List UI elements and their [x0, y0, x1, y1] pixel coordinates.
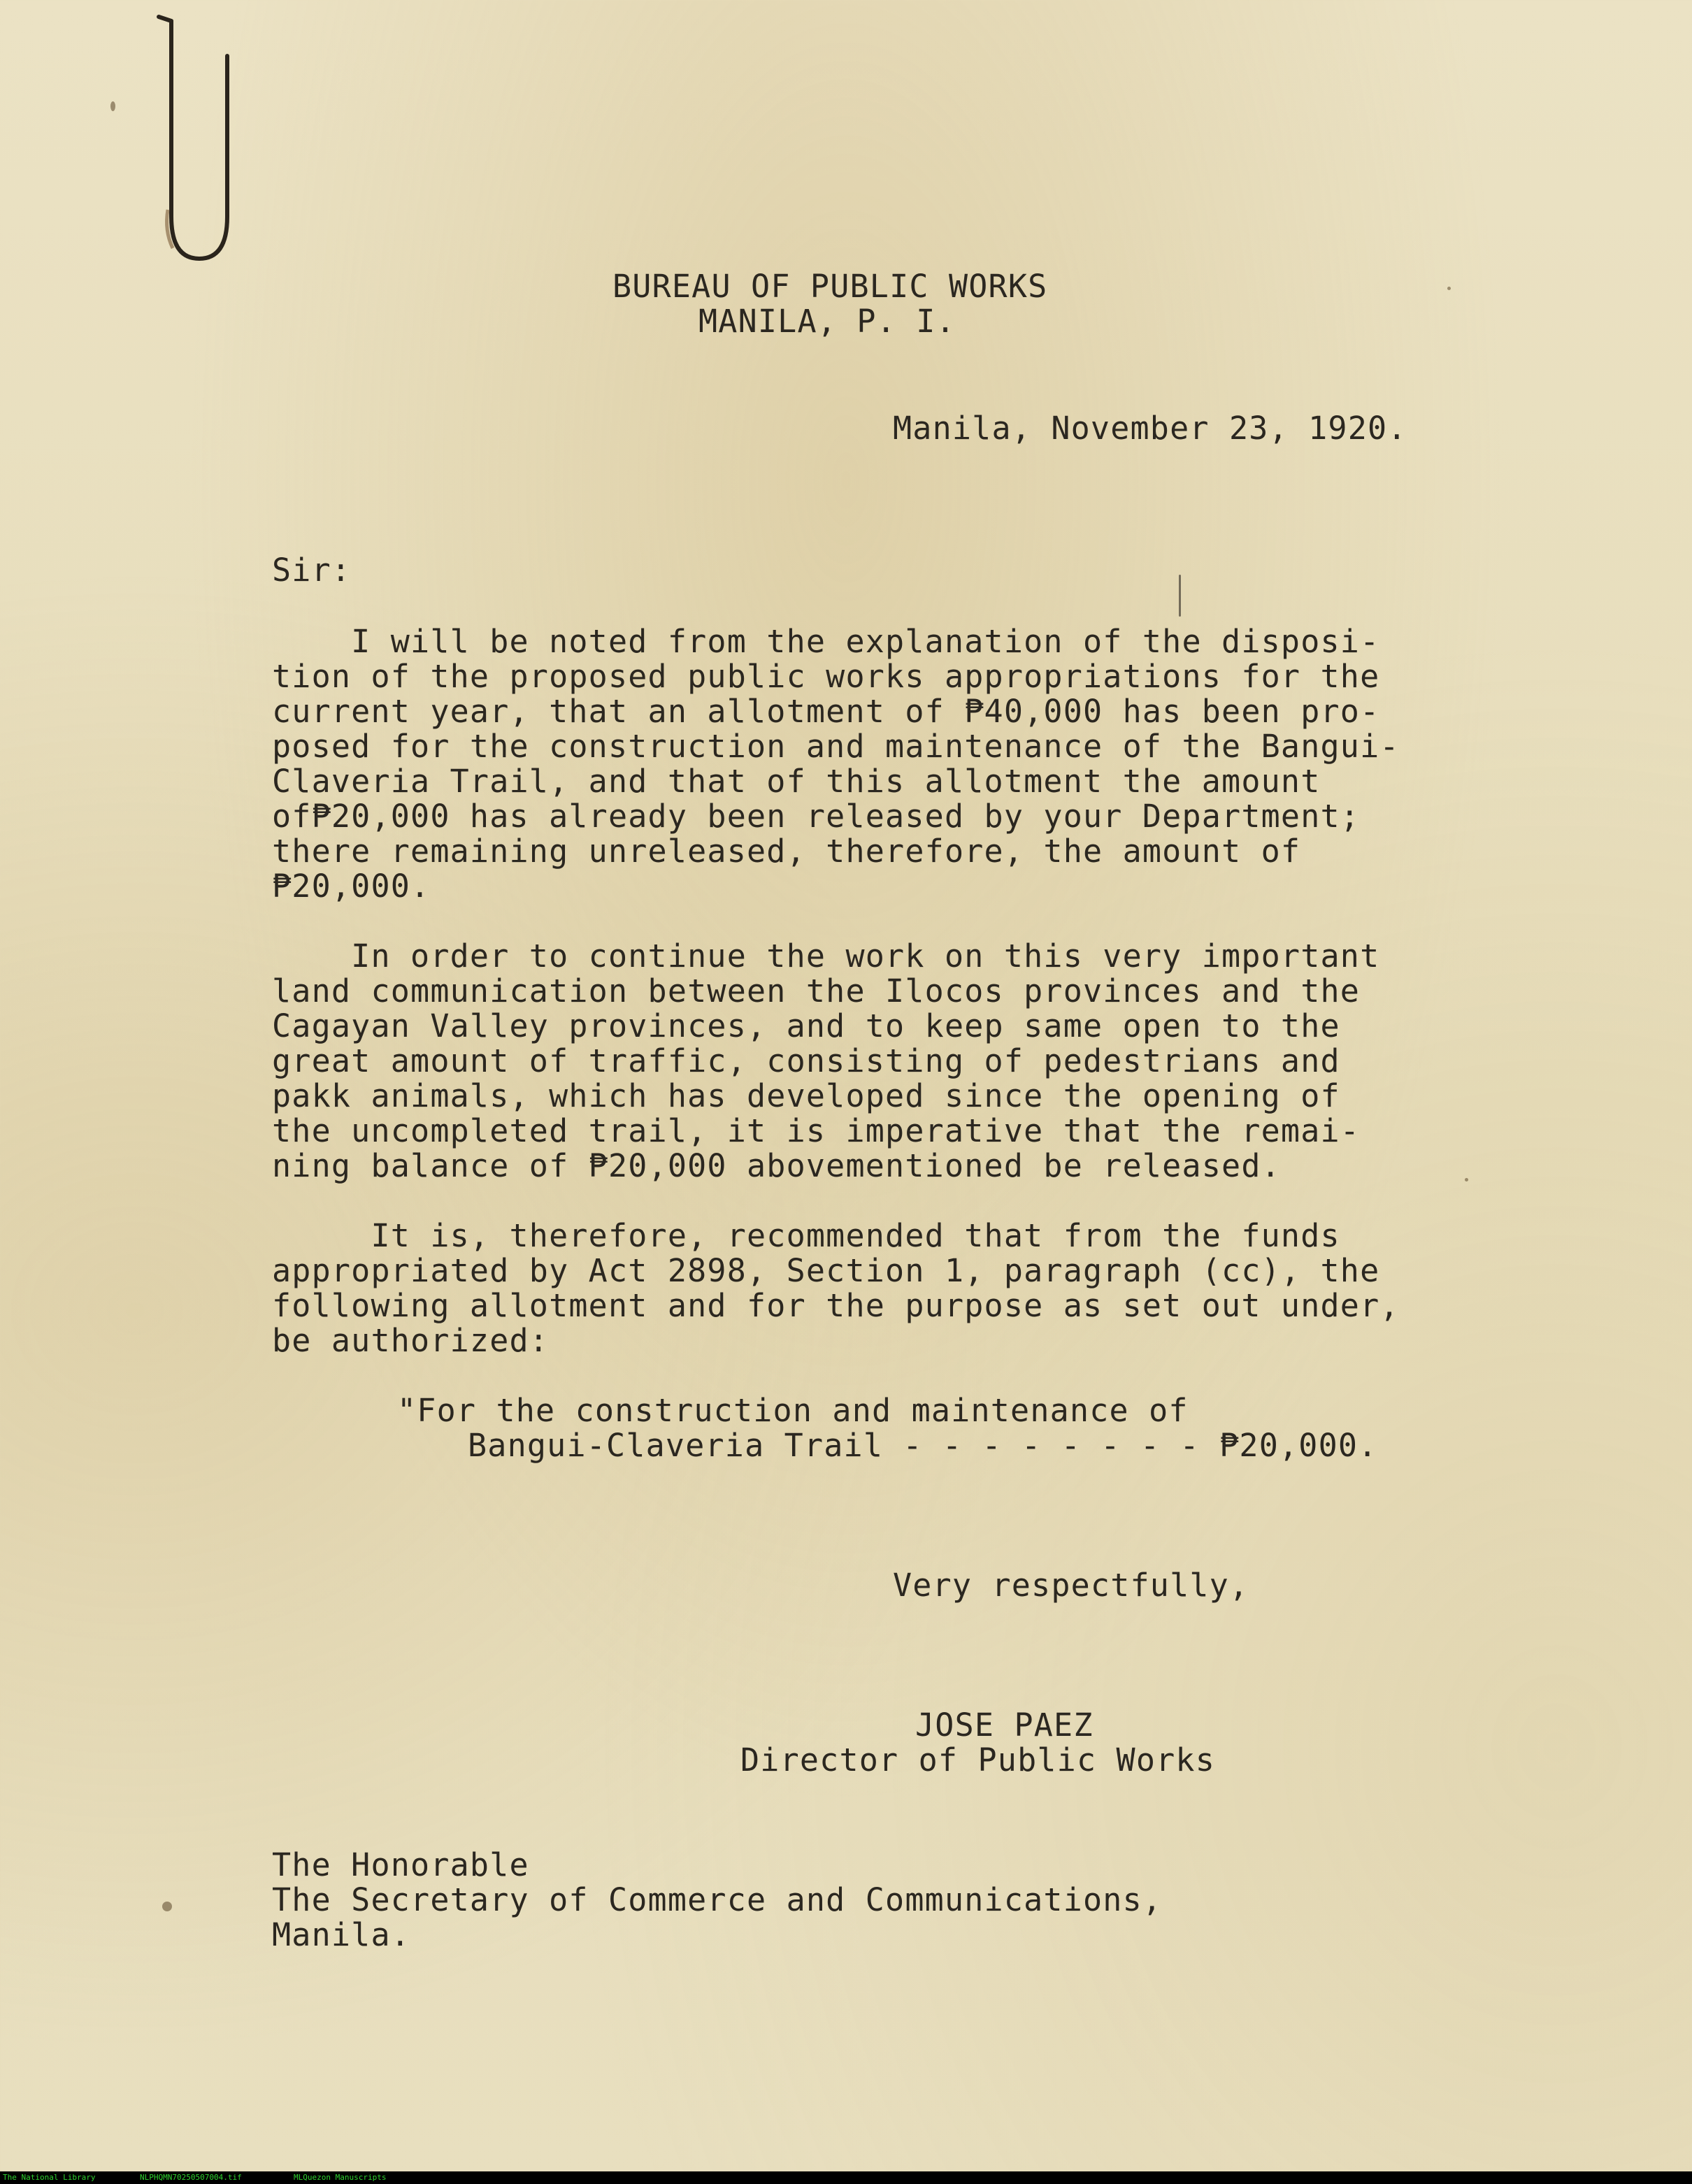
paper-clip-icon: [150, 7, 248, 273]
footer-collection: MLQuezon Manuscripts: [294, 2173, 387, 2182]
paper-spot: [110, 101, 115, 111]
letterhead-line-1: BUREAU OF PUBLIC WORKS: [612, 268, 1048, 305]
paragraph-2-line: ning balance of ₱20,000 abovementioned be released.: [272, 1147, 1281, 1184]
paragraph-2-line: In order to continue the work on this very important: [272, 937, 1380, 975]
paper-spot: [162, 1902, 172, 1911]
paragraph-1-line: of₱20,000 has already been released by your Department;: [272, 798, 1361, 835]
paper-spot: [1465, 1178, 1468, 1181]
paragraph-1-line: current year, that an allotment of ₱40,000 has been pro-: [272, 693, 1380, 730]
scan-footer: [0, 2171, 1692, 2184]
paper-spot: [1179, 575, 1181, 617]
paragraph-2-line: the uncompleted trail, it is imperative that the remai-: [272, 1112, 1361, 1149]
signatory-name: JOSE PAEZ: [915, 1707, 1094, 1744]
paper-spot: [1447, 287, 1451, 290]
signatory-title: Director of Public Works: [740, 1741, 1216, 1779]
salutation: Sir:: [272, 552, 352, 589]
closing: Very respectfully,: [893, 1567, 1249, 1604]
footer-filename: NLPHQMN70250507004.tif: [140, 2173, 242, 2182]
paragraph-1-line: Claveria Trail, and that of this allotment the amount: [272, 763, 1321, 800]
paragraph-2-line: land communication between the Ilocos provinces and the: [272, 972, 1361, 1010]
date-line: Manila, November 23, 1920.: [893, 410, 1407, 447]
paragraph-2-line: pakk animals, which has developed since the opening of: [272, 1077, 1340, 1114]
paragraph-3-line: be authorized:: [272, 1322, 550, 1359]
paragraph-2-line: great amount of traffic, consisting of pedestrians and: [272, 1042, 1340, 1079]
paragraph-3-line: appropriated by Act 2898, Section 1, paragraph (cc), the: [272, 1252, 1380, 1289]
paragraph-1-line: posed for the construction and maintenance of the Bangui-: [272, 728, 1400, 765]
paragraph-3-line: It is, therefore, recommended that from the funds: [272, 1217, 1340, 1254]
paragraph-1-line: I will be noted from the explanation of the disposi-: [272, 623, 1380, 660]
allotment-line-1: "For the construction and maintenance of: [397, 1392, 1189, 1429]
addressee-line: The Honorable: [272, 1846, 529, 1883]
paragraph-1-line: there remaining unreleased, therefore, the amount of: [272, 833, 1301, 870]
paragraph-1-line: tion of the proposed public works appropriations for the: [272, 658, 1380, 695]
footer-source: The National Library: [3, 2173, 96, 2182]
allotment-line-2: Bangui-Claveria Trail - - - - - - - - ₱20,000.: [468, 1427, 1378, 1464]
letterhead-line-2: MANILA, P. I.: [698, 303, 956, 340]
addressee-line: Manila.: [272, 1916, 411, 1953]
paragraph-2-line: Cagayan Valley provinces, and to keep same open to the: [272, 1007, 1340, 1044]
paragraph-1-line: ₱20,000.: [272, 868, 431, 905]
addressee-line: The Secretary of Commerce and Communications,: [272, 1881, 1163, 1918]
paragraph-3-line: following allotment and for the purpose as set out under,: [272, 1287, 1400, 1324]
